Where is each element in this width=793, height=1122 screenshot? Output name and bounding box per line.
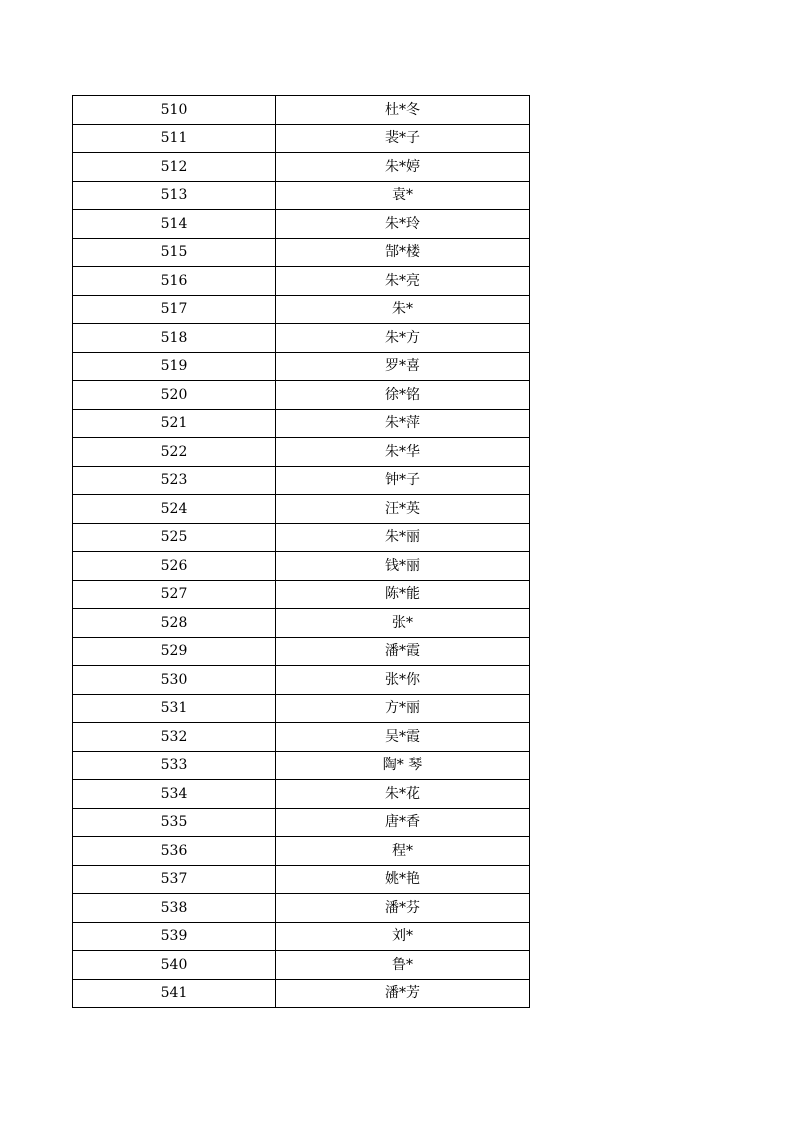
person-name-cell: 张* <box>276 609 530 638</box>
table-row <box>73 409 530 438</box>
row-number-cell: 538 <box>73 894 276 923</box>
row-number-cell: 530 <box>73 666 276 695</box>
table-row <box>73 438 530 467</box>
person-name-cell: 钱*丽 <box>276 552 530 581</box>
person-name-cell: 潘*芳 <box>276 979 530 1008</box>
table-row <box>73 210 530 239</box>
table-row <box>73 666 530 695</box>
table-row <box>73 979 530 1008</box>
person-name-cell: 朱*玲 <box>276 210 530 239</box>
table-row <box>73 352 530 381</box>
person-name-cell: 朱*萍 <box>276 409 530 438</box>
table-row <box>73 96 530 125</box>
table-row <box>73 609 530 638</box>
row-number-cell: 541 <box>73 979 276 1008</box>
person-name-cell: 汪*英 <box>276 495 530 524</box>
row-number-cell: 529 <box>73 637 276 666</box>
row-number-cell: 525 <box>73 523 276 552</box>
table-row <box>73 523 530 552</box>
table-row <box>73 694 530 723</box>
row-number-cell: 517 <box>73 295 276 324</box>
person-name-cell: 鲁* <box>276 951 530 980</box>
row-number-cell: 516 <box>73 267 276 296</box>
row-number-cell: 522 <box>73 438 276 467</box>
table-row <box>73 865 530 894</box>
person-name-cell: 潘*芬 <box>276 894 530 923</box>
table-row <box>73 780 530 809</box>
row-number-cell: 533 <box>73 751 276 780</box>
table-row <box>73 495 530 524</box>
row-number-cell: 537 <box>73 865 276 894</box>
table-row <box>73 922 530 951</box>
person-name-cell: 朱*亮 <box>276 267 530 296</box>
row-number-cell: 510 <box>73 96 276 125</box>
row-number-cell: 520 <box>73 381 276 410</box>
person-name-cell: 朱*方 <box>276 324 530 353</box>
table-row <box>73 238 530 267</box>
row-number-cell: 540 <box>73 951 276 980</box>
table-row <box>73 951 530 980</box>
person-name-cell: 袁* <box>276 181 530 210</box>
person-name-cell: 郜*楼 <box>276 238 530 267</box>
table-row <box>73 723 530 752</box>
table-row <box>73 837 530 866</box>
row-number-cell: 535 <box>73 808 276 837</box>
person-name-cell: 杜*冬 <box>276 96 530 125</box>
row-number-cell: 531 <box>73 694 276 723</box>
table-row <box>73 637 530 666</box>
table-row <box>73 808 530 837</box>
person-name-cell: 姚*艳 <box>276 865 530 894</box>
person-name-cell: 罗*喜 <box>276 352 530 381</box>
person-name-cell: 钟*子 <box>276 466 530 495</box>
table-row <box>73 580 530 609</box>
table-body <box>73 96 530 1008</box>
table-row <box>73 381 530 410</box>
table-row <box>73 466 530 495</box>
table-row <box>73 894 530 923</box>
row-number-cell: 513 <box>73 181 276 210</box>
table-row <box>73 153 530 182</box>
row-number-cell: 512 <box>73 153 276 182</box>
person-name-cell: 陈*能 <box>276 580 530 609</box>
table-row <box>73 751 530 780</box>
person-name-cell: 朱*丽 <box>276 523 530 552</box>
person-name-cell: 刘* <box>276 922 530 951</box>
row-number-cell: 536 <box>73 837 276 866</box>
person-name-cell: 朱* <box>276 295 530 324</box>
person-name-cell: 徐*铭 <box>276 381 530 410</box>
row-number-cell: 524 <box>73 495 276 524</box>
person-name-cell: 潘*霞 <box>276 637 530 666</box>
person-name-cell: 陶* 琴 <box>276 751 530 780</box>
row-number-cell: 515 <box>73 238 276 267</box>
person-name-cell: 朱*华 <box>276 438 530 467</box>
row-number-cell: 514 <box>73 210 276 239</box>
person-name-cell: 朱*花 <box>276 780 530 809</box>
person-name-cell: 朱*婷 <box>276 153 530 182</box>
name-list-table <box>72 95 530 1008</box>
row-number-cell: 526 <box>73 552 276 581</box>
row-number-cell: 511 <box>73 124 276 153</box>
table-row <box>73 267 530 296</box>
person-name-cell: 唐*香 <box>276 808 530 837</box>
row-number-cell: 523 <box>73 466 276 495</box>
table-row <box>73 552 530 581</box>
row-number-cell: 532 <box>73 723 276 752</box>
row-number-cell: 527 <box>73 580 276 609</box>
row-number-cell: 539 <box>73 922 276 951</box>
person-name-cell: 方*丽 <box>276 694 530 723</box>
row-number-cell: 521 <box>73 409 276 438</box>
row-number-cell: 518 <box>73 324 276 353</box>
row-number-cell: 528 <box>73 609 276 638</box>
table-row <box>73 324 530 353</box>
table-row <box>73 181 530 210</box>
table-row <box>73 295 530 324</box>
person-name-cell: 张*你 <box>276 666 530 695</box>
row-number-cell: 519 <box>73 352 276 381</box>
person-name-cell: 程* <box>276 837 530 866</box>
person-name-cell: 吴*霞 <box>276 723 530 752</box>
row-number-cell: 534 <box>73 780 276 809</box>
table-row <box>73 124 530 153</box>
person-name-cell: 裴*子 <box>276 124 530 153</box>
